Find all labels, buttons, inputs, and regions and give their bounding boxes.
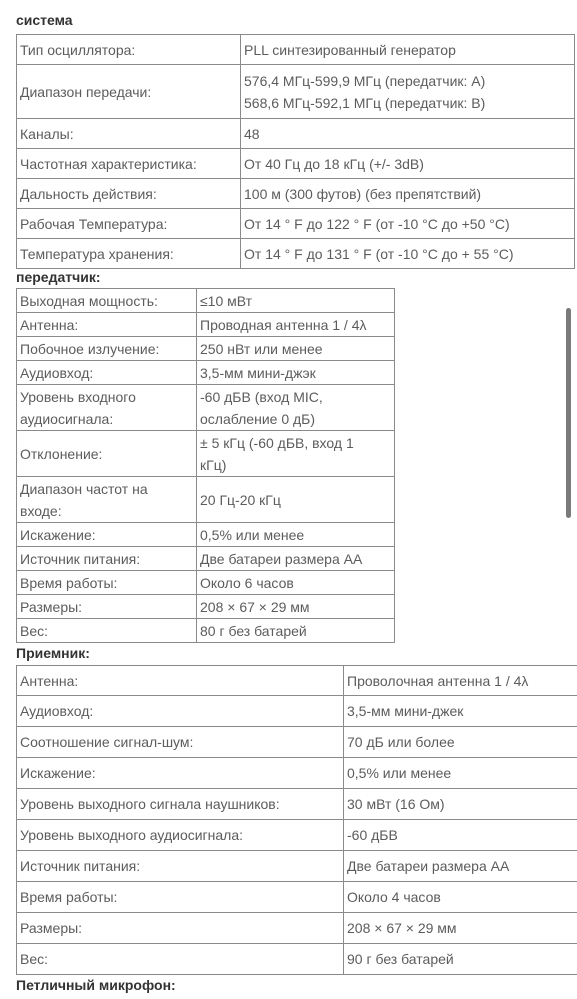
spec-label: Уровень выходного аудиосигнала: (17, 820, 344, 851)
spec-value: 30 мВт (16 Ом) (344, 789, 577, 820)
table-row (17, 523, 395, 547)
spec-label-line: аудиосигнала: (20, 410, 114, 427)
spec-value (197, 431, 395, 477)
receiver-spec-table (16, 665, 577, 975)
table-row (17, 209, 575, 239)
spec-label: Источник питания: (17, 851, 344, 882)
table-row (17, 882, 577, 913)
spec-label: Аудиовход: (17, 361, 197, 385)
section-heading-transmitter: передатчик: (16, 269, 101, 285)
spec-label: Вес: (17, 944, 344, 975)
spec-label (17, 477, 197, 523)
section-heading-receiver: Приемник: (16, 645, 90, 661)
table-row (17, 149, 575, 179)
scrollbar-thumb[interactable] (566, 308, 571, 518)
spec-value: 80 г без батарей (197, 619, 395, 643)
table-row (17, 727, 577, 758)
table-row (17, 65, 575, 119)
spec-label: Дальность действия: (17, 179, 241, 209)
table-row (17, 944, 577, 975)
spec-value-line: ослабление 0 дБ) (200, 410, 316, 427)
spec-value (197, 385, 395, 431)
spec-label: Рабочая Температура: (17, 209, 241, 239)
section-heading-system: система (16, 12, 73, 28)
table-row (17, 619, 395, 643)
spec-value-line: 568,6 МГц-592,1 МГц (передатчик: B) (244, 94, 486, 111)
spec-value: Проводная антенна 1 / 4λ (197, 313, 395, 337)
spec-value-line: 576,4 МГц-599,9 МГц (передатчик: A) (244, 72, 486, 89)
spec-label-line: Диапазон частот на (20, 480, 148, 497)
spec-value-line: ± 5 кГц (-60 дБВ, вход 1 (200, 434, 354, 451)
spec-label: Диапазон передачи: (17, 65, 241, 119)
spec-label: Тип осциллятора: (17, 35, 241, 65)
spec-value: 208 × 67 × 29 мм (197, 595, 395, 619)
spec-value: 70 дБ или более (344, 727, 577, 758)
spec-label (17, 385, 197, 431)
spec-value: 100 м (300 футов) (без препятствий) (241, 179, 575, 209)
spec-label: Размеры: (17, 913, 344, 944)
spec-label-line: входе: (20, 502, 62, 519)
spec-label: Каналы: (17, 119, 241, 149)
spec-value: 48 (241, 119, 575, 149)
spec-value: PLL синтезированный генератор (241, 35, 575, 65)
spec-label: Частотная характеристика: (17, 149, 241, 179)
spec-label-line: Уровень входного (20, 388, 136, 405)
spec-label: Искажение: (17, 523, 197, 547)
spec-label: Соотношение сигнал-шум: (17, 727, 344, 758)
spec-label: Искажение: (17, 758, 344, 789)
spec-label: Выходная мощность: (17, 289, 197, 313)
spec-label: Побочное излучение: (17, 337, 197, 361)
table-row (17, 361, 395, 385)
spec-value: 20 Гц-20 кГц (197, 477, 395, 523)
spec-label: Источник питания: (17, 547, 197, 571)
spec-value: 250 нВт или менее (197, 337, 395, 361)
table-row (17, 119, 575, 149)
spec-value: Около 4 часов (344, 882, 577, 913)
spec-value (241, 65, 575, 119)
spec-label: Антенна: (17, 313, 197, 337)
spec-label: Антенна: (17, 666, 344, 696)
section-heading-lavalier: Петличный микрофон: (16, 977, 176, 993)
table-row (17, 477, 395, 523)
spec-value: От 14 ° F до 131 ° F (от -10 °C до + 55 °C) (241, 239, 575, 269)
system-spec-table (16, 34, 575, 269)
spec-value: 3,5-мм мини-джек (344, 696, 577, 727)
transmitter-spec-table (16, 288, 395, 643)
spec-value: 208 × 67 × 29 мм (344, 913, 577, 944)
spec-value-line: -60 дБВ (вход MIC, (200, 388, 323, 405)
table-row (17, 313, 395, 337)
spec-value: 90 г без батарей (344, 944, 577, 975)
spec-value: Около 6 часов (197, 571, 395, 595)
table-row (17, 239, 575, 269)
table-row (17, 35, 575, 65)
spec-value: 0,5% или менее (197, 523, 395, 547)
spec-value: От 14 ° F до 122 ° F (от -10 °C до +50 °C) (241, 209, 575, 239)
table-row (17, 666, 577, 696)
spec-value: ≤10 мВт (197, 289, 395, 313)
spec-label: Отклонение: (17, 431, 197, 477)
table-row (17, 789, 577, 820)
table-row (17, 820, 577, 851)
spec-label: Время работы: (17, 882, 344, 913)
spec-value: Проволочная антенна 1 / 4λ (344, 666, 577, 696)
table-row (17, 385, 395, 431)
spec-label: Температура хранения: (17, 239, 241, 269)
table-row (17, 851, 577, 882)
spec-value: -60 дБВ (344, 820, 577, 851)
table-row (17, 179, 575, 209)
spec-value: 3,5-мм мини-джэк (197, 361, 395, 385)
table-row (17, 913, 577, 944)
table-row (17, 696, 577, 727)
spec-label: Вес: (17, 619, 197, 643)
table-row (17, 758, 577, 789)
spec-label: Аудиовход: (17, 696, 344, 727)
table-row (17, 571, 395, 595)
spec-value-line: кГц) (200, 456, 227, 473)
spec-value: Две батареи размера AA (197, 547, 395, 571)
spec-label: Время работы: (17, 571, 197, 595)
table-row (17, 431, 395, 477)
table-row (17, 595, 395, 619)
spec-value: Две батареи размера AA (344, 851, 577, 882)
spec-label: Размеры: (17, 595, 197, 619)
table-row (17, 547, 395, 571)
spec-value: От 40 Гц до 18 кГц (+/- 3dB) (241, 149, 575, 179)
table-row (17, 337, 395, 361)
table-row (17, 289, 395, 313)
spec-value: 0,5% или менее (344, 758, 577, 789)
spec-label: Уровень выходного сигнала наушников: (17, 789, 344, 820)
